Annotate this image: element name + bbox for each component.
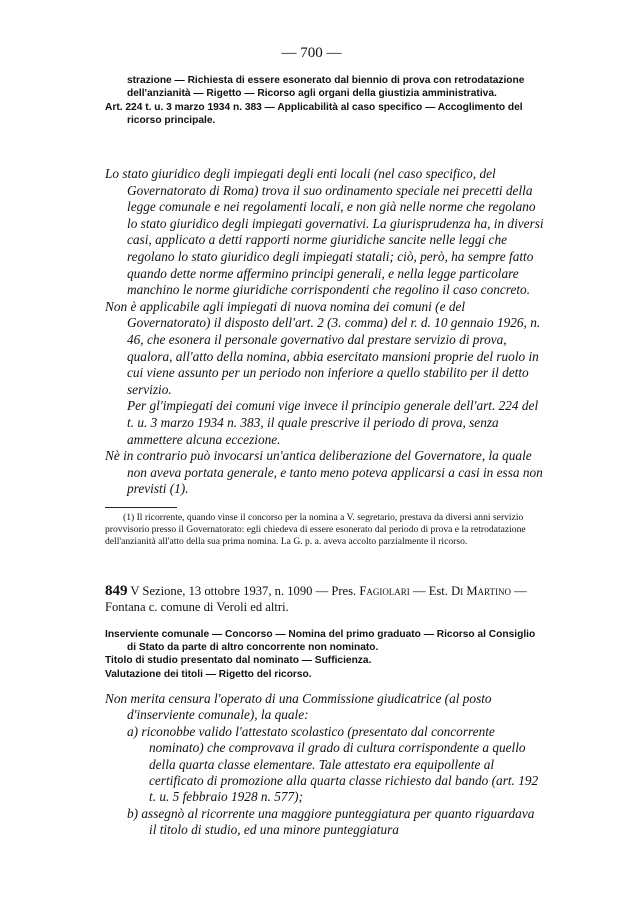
maxim-2: Titolo di studio presentato dal nominato — Sufficienza. [105,655,372,667]
decision-text-b: — Est. [409,584,452,598]
decision-maxims [105,628,545,681]
decision-number: 849 [105,583,128,599]
header-line-1: strazione — Richiesta di essere esonerato dal biennio di prova con retrodatazione dell'anzianità — Rigetto — Ricorso agli organi della giustizia amministrativa. [127,75,525,100]
decision-body [105,691,545,839]
body-item-b: b) assegnò al ricorrente una maggiore punteggiatura per quanto riguardava il titolo di studio, ed una minore punteggiatura [127,805,535,838]
header-line-2: Art. 224 t. u. 3 marzo 1934 n. 383 — Applicabilità al caso specifico — Accoglimento del ricorso principale. [105,101,523,127]
decision-heading [105,583,545,615]
maxim-3: Valutazione dei titoli — Rigetto del ricorso. [105,668,312,680]
estensore-name: Di Martino [451,584,511,598]
paragraph-1: Lo stato giuridico degli impiegati degli enti locali (nel caso specifico, del Governatorato di Roma) trova il suo ordinamento speciale nei precetti della legge comunale e nei regolamenti locali, e non già nelle norme che regolano lo stato giuridico degli impiegati governativi. La giurisprudenza ha, in diversi casi, applicato a detti rapporti norme giuridiche sancite nelle leggi che regolano lo stato giuridico degli impiegati statali; ciò, però, ha sempre fatto quando dette norme affermino principi generali, e nella legge particolare manchino le norme giuridiche corrispondenti che regolino il caso concreto. [105,166,544,298]
body-item-a: a) riconobbe valido l'attestato scolastico (presentato dal concorrente nominato) che comprovava il grado di cultura corrispondente a quello della quarta classe elementare. Tale attestato era equipollente al certificato di promozione alla quarta classe richiesto dal bando (art. 192 t. u. 5 febbraio 1928 n. 577); [127,723,539,805]
massima-text [105,166,545,498]
body-intro: Non merita censura l'operato di una Commissione giudicatrice (al posto d'inserviente comunale), la quale: [105,691,492,723]
president-name: Fagiolari [359,584,410,598]
paragraph-3: Per gl'impiegati dei comuni vige invece il principio generale dell'art. 224 del t. u. 3 marzo 1934 n. 383, il quale prescrive il periodo di prova, senza ammettere alcuna eccezione. [127,398,539,447]
paragraph-4: Nè in contrario può invocarsi un'antica deliberazione del Governatore, la quale non aveva portata generale, e tanto meno poteva applicarsi a casi in essa non previsti (1). [105,448,543,497]
paragraph-2: Non è applicabile agli impiegati di nuova nomina dei comuni (e del Governatorato) il disposto dell'art. 2 (3. comma) del r. d. 10 gennaio 1926, n. 46, che esonera il personale governativo dal prestare servizio di prova, qualora, all'atto della nomina, abbia esercitato mansioni proprie del ruolo in cui viene assunto per un periodo non inferiore a quello stabilito per il detto servizio. [105,298,541,397]
decision-text-c: — Fontana c. comune di Veroli ed altri. [105,584,527,614]
footnote-divider [105,507,177,508]
decision-text-a: V Sezione, 13 ottobre 1937, n. 1090 — Pres. [130,584,360,598]
header-summary [105,74,545,128]
maxim-1: Inserviente comunale — Concorso — Nomina del primo graduato — Ricorso al Consiglio di Stato da parte di altro concorrente non nominato. [105,629,536,654]
page-number: — 700 — [281,45,342,61]
footnote: (1) Il ricorrente, quando vinse il concorso per la nomina a V. segretario, prestava da diversi anni servizio provvisorio presso il Governatorato: egli chiedeva di essere esonerato dal periodo di prova e la retrodatazione dell'anzianità all'atto della sua prima nomina. La G. p. a. aveva accolto parzialmente il ricorso. [105,512,526,548]
